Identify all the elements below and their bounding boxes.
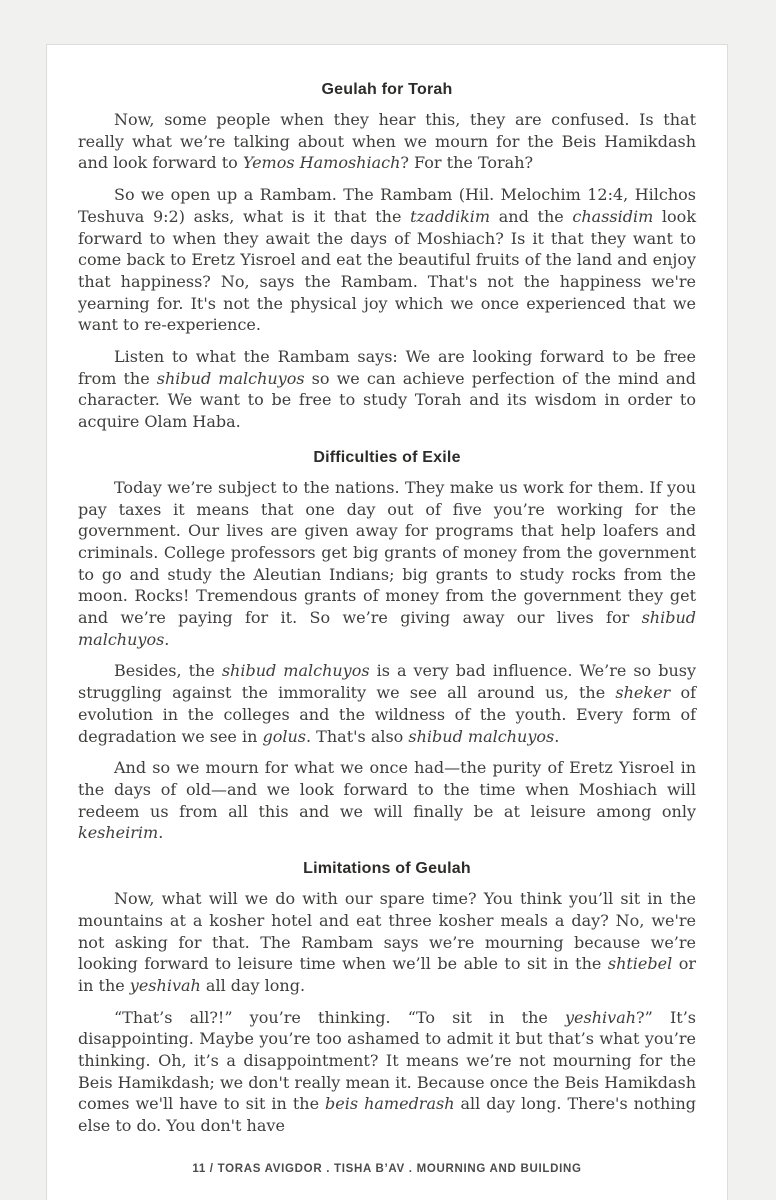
text-run: all day long. There's nothing else to do. You don't have bbox=[78, 1094, 696, 1136]
italic-term: shibud malchuyos bbox=[156, 368, 305, 388]
page-content bbox=[78, 81, 696, 1137]
text-run: ?” It’s disappointing. Maybe you’re too ashamed to admit it but that’s what you’re thinking. Oh, it’s a disappointment? It means we’re not mourning for the Beis Hamikdash; we don't really mean it. Because once the Beis Hamikdash comes we'll have to sit in the bbox=[78, 1007, 697, 1114]
text-run: . bbox=[164, 629, 170, 649]
section-heading: Limitations of Geulah bbox=[303, 860, 471, 878]
text-run: Today we’re subject to the nations. They make us work for them. If you pay taxes it means that one day out of five you’re working for the government. Our lives are given away for programs that help loafers and criminals. College professors get big grants of money from the government to go and study the Aleutian Indians; big grants to study rocks from the moon. Rocks! Tremendous grants of money from the government they get and we’re paying for it. So we’re giving away our lives for bbox=[78, 477, 696, 628]
italic-term: yeshivah bbox=[565, 1007, 637, 1027]
text-run: . bbox=[158, 823, 164, 843]
italic-term: shibud malchuyos bbox=[221, 661, 370, 681]
paragraph bbox=[78, 184, 696, 336]
text-run: so we can achieve perfection of the mind and character. We want to be free to study Torah and its wisdom in order to acquire Olam Haba. bbox=[78, 368, 696, 432]
italic-term: sheker bbox=[615, 683, 671, 703]
page-footer bbox=[78, 1163, 696, 1175]
italic-term: kesheirim bbox=[78, 823, 159, 843]
text-run: . bbox=[554, 726, 560, 746]
italic-term: tzaddikim bbox=[410, 206, 491, 226]
section-heading: Difficulties of Exile bbox=[313, 448, 461, 466]
italic-term: chassidim bbox=[572, 206, 654, 226]
text-run: “That’s all?!” you’re thinking. “To sit in the bbox=[114, 1007, 566, 1027]
italic-term: golus bbox=[262, 726, 306, 746]
document-page bbox=[46, 44, 728, 1200]
italic-term: shibud malchuyos bbox=[78, 608, 696, 649]
text-run: Besides, the bbox=[114, 661, 222, 681]
paragraph bbox=[78, 660, 696, 747]
text-run: Now, some people when they hear this, they are confused. Is that really what we’re talking about when we mourn for the Beis Hamikdash and look forward to bbox=[78, 110, 696, 173]
text-run: look forward to when they await the days of Moshiach? Is it that they want to come back to Eretz Yisroel and eat the beautiful fruits of the land and enjoy that happiness? No, says the Rambam. That's not the happiness we're yearning for. It's not the physical joy which we once experienced that we want to re-experience. bbox=[78, 206, 697, 335]
paragraph bbox=[78, 1007, 696, 1137]
italic-term: shibud malchuyos bbox=[408, 726, 555, 746]
paragraph bbox=[78, 757, 696, 844]
italic-term: yeshivah bbox=[129, 975, 201, 995]
text-run: And so we mourn for what we once had—the purity of Eretz Yisroel in the days of old—and we look forward to the time when Moshiach will redeem us from all this and we will finally be at leisure among only bbox=[78, 758, 696, 821]
text-run: Listen to what the Rambam says: We are looking forward to be free from the bbox=[78, 347, 696, 388]
text-run: or in the bbox=[78, 954, 696, 995]
text-run: all day long. bbox=[200, 975, 306, 995]
paragraph bbox=[78, 109, 696, 174]
italic-term: shtiebel bbox=[607, 954, 673, 974]
text-run: Now, what will we do with our spare time? You think you’ll sit in the mountains at a kosher hotel and eat three kosher meals a day? No, we're not asking for that. The Rambam says we’re mourning because we’re looking forward to leisure time when we’ll be able to sit in the bbox=[78, 889, 696, 974]
text-run: and the bbox=[490, 206, 573, 226]
text-run: is a very bad influence. We’re so busy struggling against the immorality we see all around us, the bbox=[78, 661, 696, 703]
italic-term: Yemos Hamoshiach bbox=[242, 153, 401, 173]
text-run: ? For the Torah? bbox=[400, 153, 534, 173]
text-run: . That's also bbox=[306, 726, 409, 746]
paragraph bbox=[78, 888, 696, 997]
footer-text: 11 / TORAS AVIGDOR . TISHA B’AV . MOURNING AND BUILDING bbox=[192, 1162, 582, 1175]
paragraph bbox=[78, 346, 696, 433]
paragraph bbox=[78, 477, 696, 651]
section-heading: Geulah for Torah bbox=[321, 81, 453, 98]
text-run: of evolution in the colleges and the wildness of the youth. Every form of degradation we see in bbox=[78, 683, 696, 746]
italic-term: beis hamedrash bbox=[325, 1094, 455, 1114]
text-run: So we open up a Rambam. The Rambam (Hil. Melochim 12:4, Hilchos Teshuva 9:2) asks, what is it that the bbox=[78, 185, 696, 226]
